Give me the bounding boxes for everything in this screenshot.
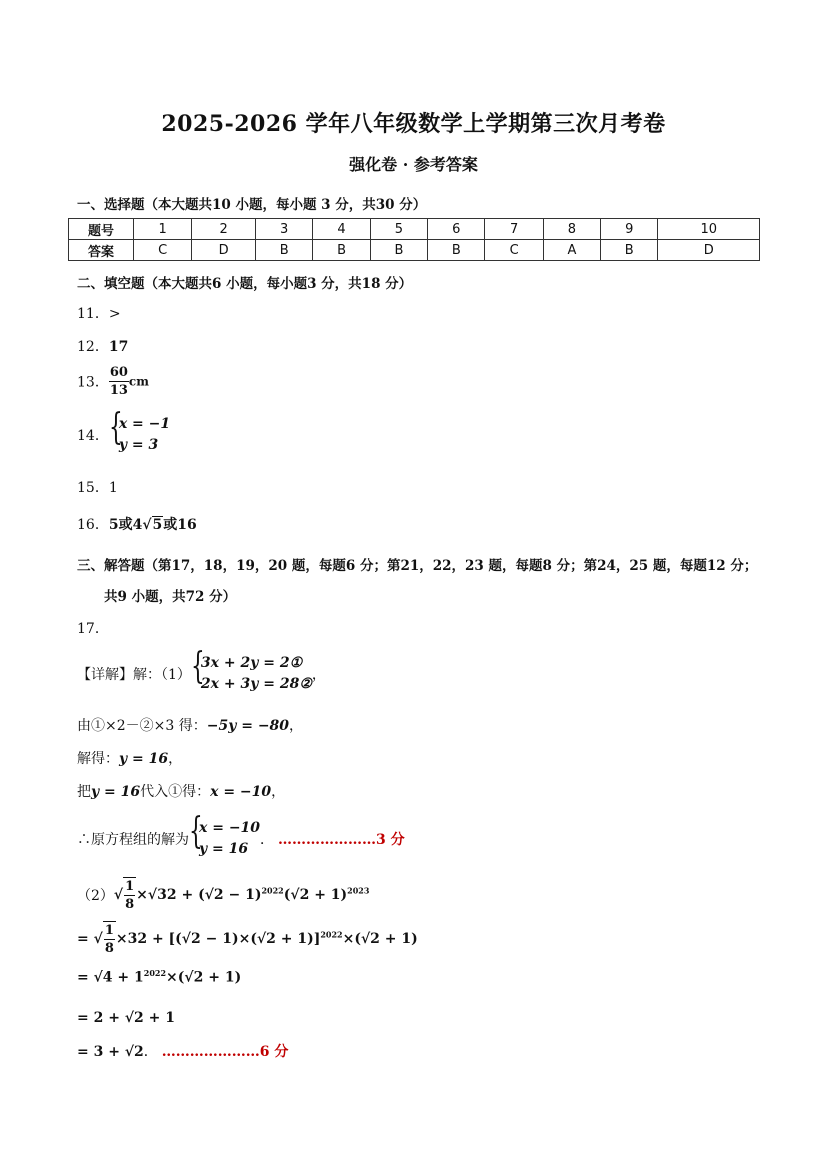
expression-text: (√2 + 1) (283, 887, 348, 903)
step-math: −5y = −80 (206, 718, 290, 734)
expression-text: = √4 + 1 (77, 969, 144, 986)
answer-16 (77, 514, 197, 534)
table-cell: 7 (485, 219, 543, 240)
expression-text: = 3 + √2 (77, 1044, 144, 1060)
table-row-answers (69, 240, 760, 261)
table-cell: 8 (543, 219, 600, 240)
expression-text: ×32 + [(√2 − 1)×(√2 + 1)] (115, 931, 321, 947)
answer-table (68, 218, 760, 261)
sqrt-symbol: √ (113, 887, 124, 903)
fraction-numerator: 1 (125, 879, 135, 894)
punctuation: ， (271, 784, 286, 800)
fraction-numerator: 60 (109, 365, 128, 380)
exponent: 2022 (261, 885, 284, 896)
sqrt-radicand: 5 (152, 517, 163, 533)
section-3-heading: 三、解答题（第17，18，19，20 题，每题6 分；第21，22，23 题，每题8 分；第24，25 题，每题12 分； (77, 558, 758, 574)
table-cell: B (255, 240, 312, 261)
table-cell: 2 (192, 219, 256, 240)
punctuation: ， (311, 667, 326, 683)
step-math: y = 16 (91, 784, 141, 800)
step-1 (77, 715, 303, 735)
fraction-numerator: 1 (104, 923, 114, 938)
question-number: 12． (77, 339, 109, 355)
question-number: 13． (77, 374, 109, 391)
exponent: 2022 (143, 968, 167, 978)
table-cell: 1 (134, 219, 192, 240)
table-cell: D (192, 240, 256, 261)
fraction (109, 364, 129, 399)
answer-value: 1 (108, 480, 118, 496)
step-math: y = 16 (119, 751, 169, 767)
detail-label: 【详解】解：（1） (77, 667, 191, 683)
question-number: 15． (77, 480, 109, 496)
table-cell: C (485, 240, 543, 261)
step-text: 把 (77, 784, 91, 800)
fraction-denominator: 8 (125, 897, 135, 912)
fraction-denominator: 13 (109, 383, 128, 398)
table-cell: C (134, 240, 192, 261)
row-label-answer: 答案 (69, 240, 134, 261)
answer-11 (77, 303, 121, 323)
answer-part: 5或4 (108, 517, 143, 533)
table-cell: D (658, 240, 760, 261)
page-subtitle: 强化卷 · 参考答案 (349, 155, 478, 174)
system-row: y = 16 (199, 841, 249, 857)
table-cell: B (601, 240, 658, 261)
table-cell: 6 (428, 219, 485, 240)
sqrt-fraction (103, 921, 116, 957)
step-2 (77, 748, 182, 768)
part-label: （2） (77, 888, 114, 904)
system-row: x = −10 (199, 820, 261, 836)
system-row: 2x + 3y = 28② (200, 676, 312, 692)
unit: cm (128, 374, 149, 389)
fraction-denominator: 8 (104, 941, 114, 956)
expression-text: ×(√2 + 1) (342, 931, 418, 947)
calc-line-2 (77, 968, 241, 986)
exponent: 2022 (320, 929, 343, 940)
table-cell: 4 (313, 219, 370, 240)
equation-system (108, 407, 171, 456)
score-mark: …………………3 分 (278, 832, 405, 848)
question-number: 11． (77, 306, 109, 322)
answer-part: 或16 (163, 517, 197, 533)
detail-part-1 (77, 646, 326, 695)
punctuation: ． (143, 1044, 158, 1060)
system-row: 3x + 2y = 2① (200, 655, 303, 671)
table-cell: 9 (601, 219, 658, 240)
table-cell: B (428, 240, 485, 261)
equation-system (189, 811, 261, 860)
solution-line (77, 811, 405, 860)
brace-icon: { (108, 407, 123, 448)
step-math: x = −10 (210, 784, 272, 800)
table-cell: A (543, 240, 600, 261)
answer-12 (77, 336, 128, 356)
table-cell: 5 (370, 219, 427, 240)
punctuation: ， (168, 751, 183, 767)
step-text: 由①×2－②×3 得： (77, 718, 207, 734)
expression-text: ×(√2 + 1) (166, 969, 242, 986)
punctuation: ． (260, 832, 275, 848)
table-row-numbers (69, 219, 760, 240)
sqrt-fraction (123, 877, 136, 913)
answer-14 (77, 407, 171, 456)
step-text: 解得： (77, 751, 119, 767)
score-mark: …………………6 分 (161, 1044, 289, 1060)
answer-13 (77, 364, 149, 399)
question-number: 16． (77, 517, 109, 533)
answer-15 (77, 477, 118, 497)
row-label-number: 题号 (69, 219, 134, 240)
calc-line-4 (77, 1041, 288, 1061)
part-2-expression (77, 877, 369, 913)
table-cell: B (313, 240, 370, 261)
question-number: 14． (77, 428, 109, 444)
table-cell: 3 (255, 219, 312, 240)
system-row: x = −1 (118, 416, 171, 432)
calc-line-3: = 2 + √2 + 1 (77, 1010, 175, 1026)
exponent: 2023 (347, 885, 370, 896)
calc-line-1 (77, 921, 418, 957)
question-17-number: 17． (77, 621, 109, 637)
brace-icon: { (190, 646, 205, 687)
answer-value: 17 (108, 339, 129, 355)
system-row: y = 3 (118, 437, 159, 453)
step-text: 代入①得： (140, 784, 211, 800)
section-2-heading: 二、填空题（本大题共6 小题，每小题3 分，共18 分） (77, 276, 413, 292)
answer-value: > (108, 306, 121, 322)
brace-icon: { (189, 811, 203, 852)
section-1-heading: 一、选择题（本大题共10 小题，每小题 3 分，共30 分） (77, 197, 427, 213)
expression-text: = (77, 931, 94, 947)
page-title: 2025-2026 学年八年级数学上学期第三次月考卷 (161, 111, 666, 137)
section-3-heading-cont: 共9 小题，共72 分） (104, 589, 237, 605)
table-cell: 10 (658, 219, 760, 240)
equation-system (190, 646, 312, 695)
table-cell: B (370, 240, 427, 261)
sqrt-symbol: √ (93, 931, 103, 947)
step-3 (77, 781, 285, 801)
sqrt-symbol: √ (142, 517, 152, 533)
expression-text: ×√32 + (√2 − 1) (136, 887, 262, 903)
punctuation: ， (289, 718, 304, 734)
step-text: ∴原方程组的解为 (77, 832, 189, 848)
